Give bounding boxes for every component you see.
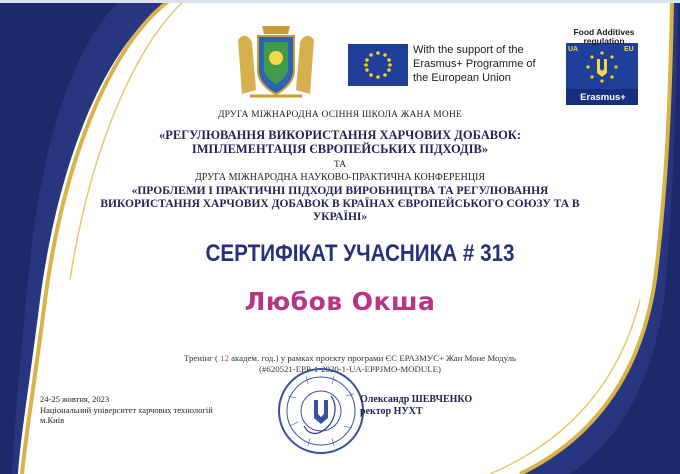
city: м.Київ xyxy=(40,415,65,425)
project-code: (#620521-EPP-1-2020-1-UA-EPPJMO-MODULE) xyxy=(259,364,441,374)
university-name: Національний університет харчових технологій xyxy=(40,404,213,415)
university-stamp-icon xyxy=(276,366,366,456)
school-title: ДРУГА МІЖНАРОДНА ОСІННЯ ШКОЛА ЖАНА МОНЕ xyxy=(217,110,463,120)
signer-name: Олександр ШЕВЧЕНКО xyxy=(360,394,473,405)
and-word: ТА xyxy=(333,160,347,170)
food-additives-program: Erasmus+ xyxy=(580,92,626,103)
signer-title: ректор НУХТ xyxy=(360,406,423,417)
training-suffix: академ. год.) у рамках проєкту програми ЄС ЕРАЗМУС+ Жан Моне Модуль xyxy=(231,353,517,363)
certificate-title: СЕРТИФІКАТ УЧАСНИКА xyxy=(205,240,458,267)
event-date: 24-25 жовтня, 2023 xyxy=(40,394,110,404)
conference-title: ДРУГА МІЖНАРОДНА НАУКОВО-ПРАКТИЧНА КОНФЕРЕНЦІЯ xyxy=(194,172,486,183)
signer-block xyxy=(360,394,472,418)
eu-flag-icon xyxy=(348,44,408,86)
conference-topic: «ПРОБЛЕМИ І ПРАКТИЧНІ ПІДХОДИ ВИРОБНИЦТВА ТА РЕГУЛЮВАННЯ ВИКОРИСТАННЯ ХАРЧОВИХ ДОБАВОК В КРАЇНАХ ЄВРОПЕЙСЬКОГО СОЮЗУ ТА В УКРАЇНІ» xyxy=(100,185,580,223)
university-crest-icon xyxy=(228,20,324,104)
participant-name: Любов Окша xyxy=(244,287,436,316)
food-additives-eu: EU xyxy=(624,46,634,53)
certificate-number: # 313 xyxy=(462,240,515,267)
food-additives-title: Food Additives regulation xyxy=(573,27,635,46)
footer-left xyxy=(40,394,213,426)
training-hours: 12 xyxy=(220,353,229,363)
certificate-heading xyxy=(188,240,532,268)
training-prefix: Тренінг ( xyxy=(183,353,218,363)
erasmus-support-text: With the support of the Erasmus+ Programme of the European Union xyxy=(413,44,536,84)
food-additives-ua: UA xyxy=(568,46,579,53)
school-topic: «РЕГУЛЮВАННЯ ВИКОРИСТАННЯ ХАРЧОВИХ ДОБАВОК: ІМПЛЕМЕНТАЦІЯ ЄВРОПЕЙСЬКИХ ПІДХОДІВ» xyxy=(158,128,522,156)
